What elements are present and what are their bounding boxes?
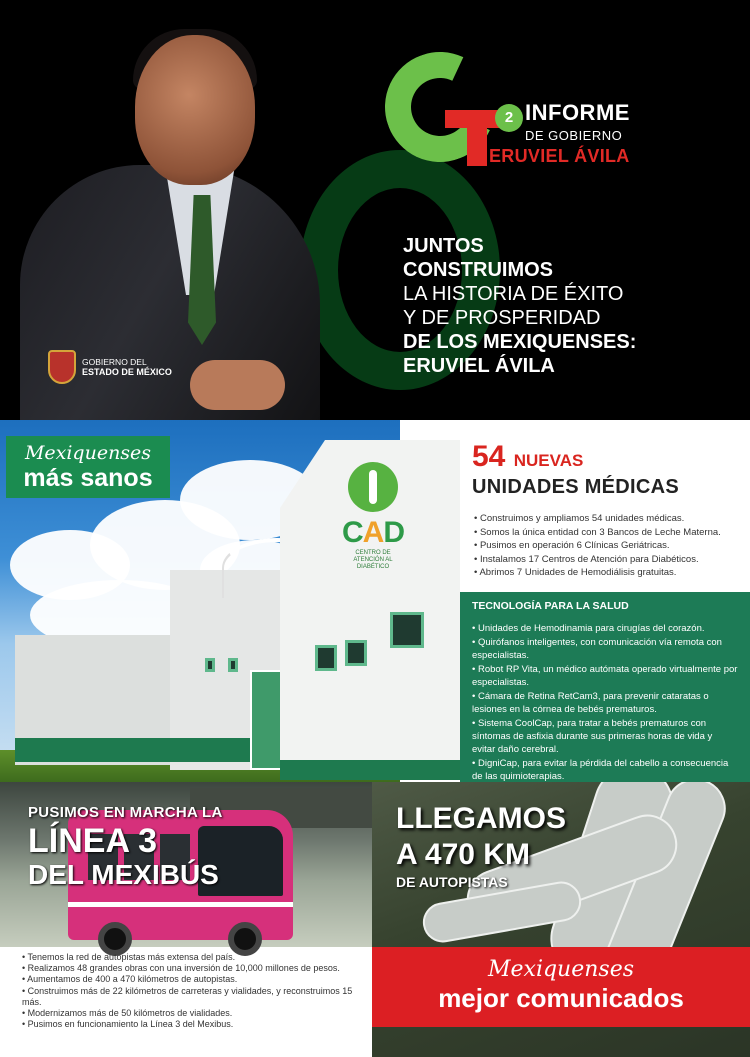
- health-info: [460, 420, 750, 782]
- gobierno-line2: ESTADO DE MÉXICO: [82, 367, 172, 377]
- list-item: • Tenemos la red de autopistas más extensa del país.: [22, 952, 367, 963]
- list-item: • Pusimos en operación 6 Clínicas Geriátricas.: [474, 539, 744, 553]
- slogan-line: JUNTOS: [403, 235, 484, 257]
- list-item: • Sistema CoolCap, para tratar a bebés prematuros con síntomas de asfixia durante sus primeras horas de vida y evitar daño cerebral.: [472, 717, 738, 756]
- list-item: • DigniCap, para evitar la pérdida del cabello a consecuencia de las quimioterapias.: [472, 757, 738, 782]
- roads-line1: LLEGAMOS: [396, 802, 566, 835]
- slogan-line: DE LOS MEXIQUENSES:: [403, 331, 637, 353]
- banner-bold: mejor comunicados: [438, 983, 684, 1013]
- mexibus-section: [0, 782, 372, 1057]
- slogan: [403, 234, 636, 378]
- health-list: [474, 512, 744, 580]
- slogan-line: Y DE PROSPERIDAD: [403, 307, 601, 329]
- list-item: • Instalamos 17 Centros de Atención para Diabéticos.: [474, 553, 744, 567]
- tech-list: [472, 622, 738, 782]
- logo-number: 2: [495, 104, 523, 132]
- list-item: • Construimos más de 22 kilómetros de carreteras y vialidades, y reconstruimos 15 más.: [22, 986, 367, 1008]
- slogan-line: ERUVIEL ÁVILA: [403, 355, 555, 377]
- list-item: • Aumentamos de 400 a 470 kilómetros de autopistas.: [22, 974, 367, 985]
- cad-subtitle: CENTRO DE ATENCIÓN AL DIABÉTICO: [353, 550, 393, 570]
- list-item: • Abrimos 7 Unidades de Hemodiálisis gratuitas.: [474, 566, 744, 580]
- roads-line2: A 470 KM: [396, 838, 530, 871]
- tech-title: TECNOLOGÍA PARA LA SALUD: [472, 600, 629, 612]
- health-subtitle: UNIDADES MÉDICAS: [472, 476, 680, 498]
- mexibus-list: [22, 952, 367, 1030]
- banner-bold: más sanos: [23, 464, 153, 492]
- mexibus-line1: PUSIMOS EN MARCHA LA: [28, 804, 223, 821]
- list-item: • Robot RP Vita, un médico autómata operado virtualmente por especialistas.: [472, 663, 738, 689]
- informe-logo: [385, 52, 645, 172]
- logo-name: ERUVIEL ÁVILA: [489, 146, 630, 166]
- cad-figure-icon: [348, 462, 398, 512]
- slogan-line: CONSTRUIMOS: [403, 259, 553, 281]
- list-item: • Pusimos en funcionamiento la Línea 3 del Mexibus.: [22, 1019, 367, 1030]
- mexiquenses-comunicados-banner: [372, 947, 750, 1027]
- mexibus-line3: DEL MEXIBÚS: [28, 859, 219, 890]
- banner-script: Mexiquenses: [487, 957, 635, 982]
- list-item: • Realizamos 48 grandes obras con una inversión de 10,000 millones de pesos.: [22, 963, 367, 974]
- cad-logo: [342, 462, 404, 602]
- banner-script: Mexiquenses: [24, 442, 152, 464]
- list-item: • Construimos y ampliamos 54 unidades médicas.: [474, 512, 744, 526]
- list-item: • Quirófanos inteligentes, con comunicación vía remota con especialistas.: [472, 636, 738, 662]
- health-title: 54 NUEVAS: [472, 440, 584, 473]
- mexiquenses-sanos-banner: [6, 436, 170, 498]
- list-item: • Unidades de Hemodinamia para cirugías del corazón.: [472, 622, 738, 635]
- cad-letters: CAD: [342, 516, 405, 549]
- logo-de-gobierno: DE GOBIERNO: [525, 128, 623, 143]
- list-item: • Somos la única entidad con 3 Bancos de Leche Materna.: [474, 526, 744, 540]
- gobierno-logo: [48, 350, 172, 384]
- list-item: • Cámara de Retina RetCam3, para prevenir cataratas o lesiones en la córnea de bebés prematuros.: [472, 690, 738, 716]
- coat-of-arms-icon: [48, 350, 76, 384]
- tech-panel: [460, 592, 750, 782]
- mexibus-line2: LÍNEA 3: [28, 822, 158, 860]
- logo-informe: INFORME: [525, 100, 630, 125]
- health-section: [0, 420, 750, 782]
- list-item: • Modernizamos más de 50 kilómetros de vialidades.: [22, 1008, 367, 1019]
- roads-line3: DE AUTOPISTAS: [396, 874, 508, 890]
- roads-section: [372, 782, 750, 1057]
- slogan-line: LA HISTORIA DE ÉXITO: [403, 283, 624, 305]
- gobierno-line1: GOBIERNO DEL: [82, 357, 147, 367]
- header-section: [0, 0, 750, 420]
